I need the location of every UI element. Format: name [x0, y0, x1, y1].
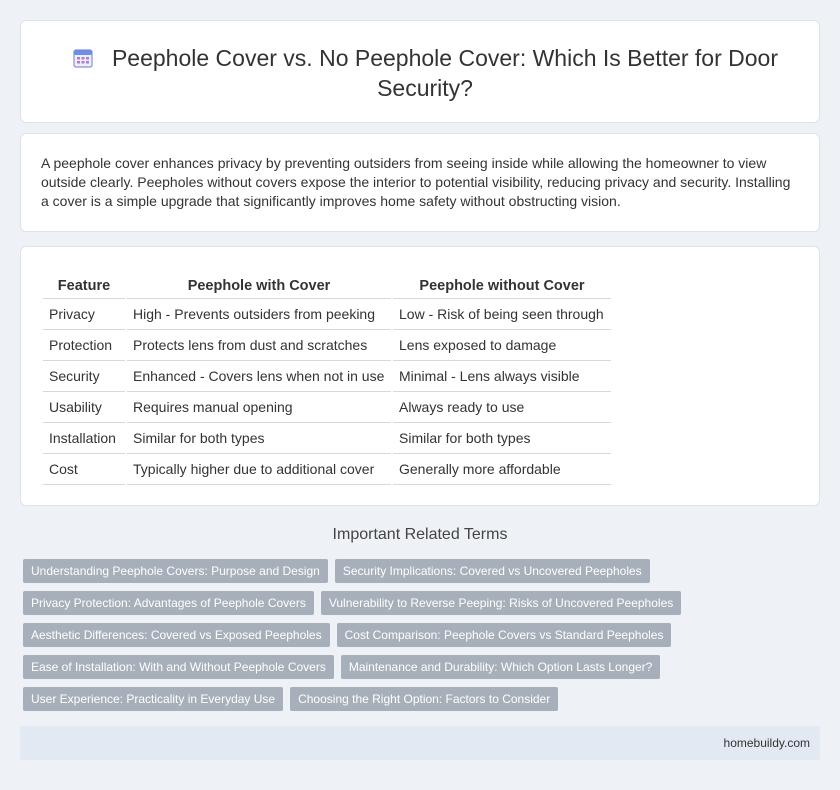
intro-card — [20, 133, 820, 232]
related-term-tag[interactable]: Maintenance and Durability: Which Option Lasts Longer? — [341, 655, 661, 679]
calendar-icon — [72, 47, 94, 69]
related-term-tag[interactable]: Ease of Installation: With and Without Peephole Covers — [23, 655, 334, 679]
intro-paragraph: A peephole cover enhances privacy by preventing outsiders from seeing inside while allowing the homeowner to view outside clearly. Peepholes without covers expose the interior to potential visibility, reducing privacy and security. Installing a cover is a simple upgrade that significantly improves home safety without obstructing vision. — [41, 155, 791, 209]
table-cell: Installation — [43, 422, 126, 453]
table-cell: Lens exposed to damage — [392, 329, 611, 360]
table-cell: Low - Risk of being seen through — [392, 298, 611, 329]
table-cell: Requires manual opening — [126, 391, 392, 422]
related-term-tag[interactable]: Understanding Peephole Covers: Purpose and Design — [23, 559, 328, 583]
table-row — [43, 422, 611, 453]
table-cell: Privacy — [43, 298, 126, 329]
page-title — [61, 43, 789, 103]
related-term-tag[interactable]: Choosing the Right Option: Factors to Consider — [290, 687, 558, 711]
table-cell: Cost — [43, 453, 126, 484]
table-cell: Enhanced - Covers lens when not in use — [126, 360, 392, 391]
tag-row — [23, 655, 803, 679]
header-card — [20, 20, 820, 123]
table-row — [43, 329, 611, 360]
tag-row — [23, 687, 803, 711]
table-header-row — [43, 273, 611, 298]
column-header: Peephole with Cover — [126, 273, 392, 298]
related-term-tag[interactable]: Vulnerability to Reverse Peeping: Risks of Uncovered Peepholes — [321, 591, 681, 615]
table-cell: Usability — [43, 391, 126, 422]
tag-row — [23, 559, 803, 583]
table-cell: Protection — [43, 329, 126, 360]
tag-row — [23, 623, 803, 647]
related-term-tag[interactable]: Aesthetic Differences: Covered vs Exposed Peepholes — [23, 623, 330, 647]
related-terms-heading: Important Related Terms — [332, 526, 508, 543]
related-term-tag[interactable]: User Experience: Practicality in Everyday Use — [23, 687, 283, 711]
table-row — [43, 360, 611, 391]
column-header: Feature — [43, 273, 126, 298]
table-cell: Similar for both types — [126, 422, 392, 453]
table-cell: Always ready to use — [392, 391, 611, 422]
footer — [20, 726, 820, 760]
table-row — [43, 453, 611, 484]
table-row — [43, 298, 611, 329]
table-cell: Similar for both types — [392, 422, 611, 453]
table-cell: Typically higher due to additional cover — [126, 453, 392, 484]
page-title-text: Peephole Cover vs. No Peephole Cover: Which Is Better for Door Security? — [111, 45, 779, 101]
related-term-tag[interactable]: Cost Comparison: Peephole Covers vs Standard Peepholes — [337, 623, 672, 647]
related-term-tag[interactable]: Privacy Protection: Advantages of Peephole Covers — [23, 591, 314, 615]
comparison-table — [43, 273, 611, 485]
tag-row — [23, 591, 803, 615]
footer-site-link[interactable]: homebuildy.com — [723, 736, 810, 750]
table-cell: Generally more affordable — [392, 453, 611, 484]
table-cell: High - Prevents outsiders from peeking — [126, 298, 392, 329]
related-term-tag[interactable]: Security Implications: Covered vs Uncovered Peepholes — [335, 559, 650, 583]
comparison-card — [20, 246, 820, 506]
table-row — [43, 391, 611, 422]
table-cell: Protects lens from dust and scratches — [126, 329, 392, 360]
related-terms-list — [23, 559, 803, 719]
table-cell: Minimal - Lens always visible — [392, 360, 611, 391]
table-cell: Security — [43, 360, 126, 391]
column-header: Peephole without Cover — [392, 273, 611, 298]
